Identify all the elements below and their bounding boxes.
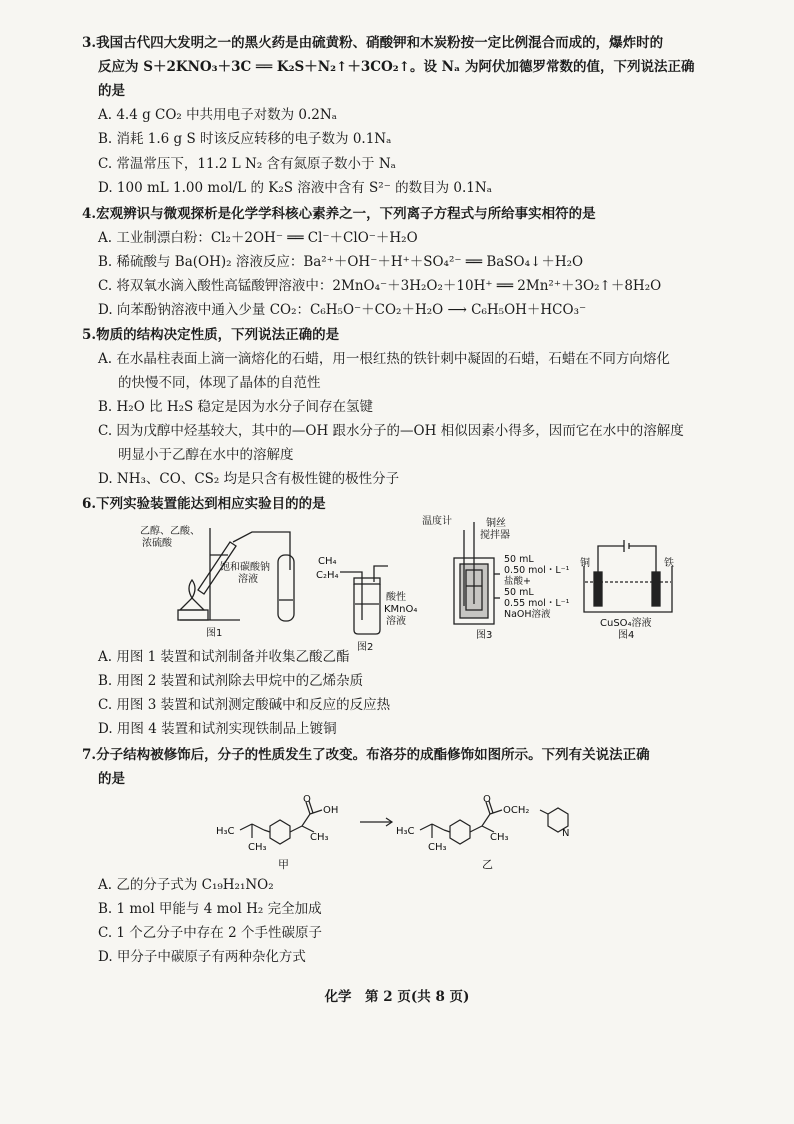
svg-text:H₃C: H₃C xyxy=(216,826,235,837)
q3-stem-line2: 反应为 S＋2KNO₃＋3C ══ K₂S＋N₂↑＋3CO₂↑。设 Nₐ 为阿伏加德罗常数的值，下列说法正确 xyxy=(98,59,695,75)
figure-3-calorimeter xyxy=(420,514,570,642)
q6-option-b: B. 用图 2 装置和试剂除去甲烷中的乙烯杂质 xyxy=(98,673,364,689)
ibuprofen-esterification-scheme xyxy=(210,792,630,872)
q5-option-c-line2: 明显小于乙醇在水中的溶解度 xyxy=(118,447,294,463)
fig2-solution-line2: KMnO₄ xyxy=(384,604,418,615)
fig3-caption: 图3 xyxy=(476,630,493,641)
svg-text:H₃C: H₃C xyxy=(396,826,415,837)
q3-option-c: C. 常温常压下，11.2 L N₂ 含有氮原子数小于 Nₐ xyxy=(98,156,396,172)
q7-option-c: C. 1 个乙分子中存在 2 个手性碳原子 xyxy=(98,925,322,941)
fig4-iron-label: 铁 xyxy=(664,558,674,569)
fig1-solution-line1: 饱和碳酸钠 xyxy=(220,562,270,573)
q5-option-c-line1: C. 因为戊醇中烃基较大，其中的—OH 跟水分子的—OH 相似因素小得多，因而它在水中的溶解度 xyxy=(98,423,684,439)
fig3-reagent-line1: 50 mL xyxy=(504,554,534,565)
fig3-stirrer-line1: 铜丝 xyxy=(486,518,506,529)
fig1-solution-line2: 溶液 xyxy=(238,574,258,585)
q4-option-a: A. 工业制漂白粉：Cl₂＋2OH⁻ ══ Cl⁻＋ClO⁻＋H₂O xyxy=(98,230,418,246)
q5-option-a-line1: A. 在水晶柱表面上滴一滴熔化的石蜡，用一根红热的铁针刺中凝固的石蜡，石蜡在不同方向熔化 xyxy=(98,351,670,367)
q3-option-a: A. 4.4 g CO₂ 中共用电子对数为 0.2Nₐ xyxy=(98,107,337,123)
q6-option-d: D. 用图 4 装置和试剂实现铁制品上镀铜 xyxy=(98,721,337,737)
q6-option-c: C. 用图 3 装置和试剂测定酸碱中和反应的反应热 xyxy=(98,697,391,713)
fig3-thermometer-label: 温度计 xyxy=(422,516,452,527)
fig2-solution-line3: 溶液 xyxy=(386,616,406,627)
q6-option-a: A. 用图 1 装置和试剂制备并收集乙酸乙酯 xyxy=(98,649,350,665)
svg-text:CH₃: CH₃ xyxy=(310,832,329,843)
q3-stem-line3: 的是 xyxy=(98,83,125,99)
fig1-reagent-line2: 浓硫酸 xyxy=(142,538,172,549)
fig3-reagent-line4: 50 mL xyxy=(504,587,534,598)
svg-text:O: O xyxy=(483,794,491,805)
q7-stem-line2: 的是 xyxy=(98,771,125,787)
fig2-solution-line1: 酸性 xyxy=(386,592,406,603)
fig3-reagent-line2: 0.50 mol・L⁻¹ xyxy=(504,565,570,576)
q6-stem: 6.下列实验装置能达到相应实验目的的是 xyxy=(82,496,326,512)
q3-option-d: D. 100 mL 1.00 mol/L 的 K₂S 溶液中含有 S²⁻ 的数目为 0.1Nₐ xyxy=(98,180,492,196)
svg-text:CH₃: CH₃ xyxy=(490,832,509,843)
figure-1-esterification-apparatus xyxy=(140,520,310,642)
page-footer: 化学 第 2 页(共 8 页) xyxy=(324,989,470,1005)
q3-option-b: B. 消耗 1.6 g S 时该反应转移的电子数为 0.1Nₐ xyxy=(98,131,392,147)
svg-text:CH₃: CH₃ xyxy=(248,842,267,853)
q7-option-d: D. 甲分子中碳原子有两种杂化方式 xyxy=(98,949,306,965)
q5-stem: 5.物质的结构决定性质，下列说法正确的是 xyxy=(82,327,340,343)
q5-option-d: D. NH₃、CO、CS₂ 均是只含有极性键的极性分子 xyxy=(98,471,400,487)
q7-stem-line1: 7.分子结构被修饰后，分子的性质发生了改变。布洛芬的成酯修饰如图所示。下列有关说法正确 xyxy=(82,747,650,763)
svg-text:N: N xyxy=(562,828,570,839)
figure-2-gas-wash-bottle xyxy=(312,552,422,653)
q7-option-a: A. 乙的分子式为 C₁₉H₂₁NO₂ xyxy=(98,877,274,893)
svg-text:O: O xyxy=(303,794,311,805)
svg-text:OH: OH xyxy=(323,805,339,816)
q5-option-a-line2: 的快慢不同，体现了晶体的自范性 xyxy=(118,375,321,391)
fig4-copper-label: 铜 xyxy=(580,558,590,569)
fig3-reagent-line5: 0.55 mol・L⁻¹ xyxy=(504,598,570,609)
fig2-gas-ch4: CH₄ xyxy=(318,556,337,567)
q4-option-b: B. 稀硫酸与 Ba(OH)₂ 溶液反应：Ba²⁺＋OH⁻＋H⁺＋SO₄²⁻ ══ BaSO₄↓＋H₂O xyxy=(98,254,584,270)
q4-option-d: D. 向苯酚钠溶液中通入少量 CO₂：C₆H₅O⁻＋CO₂＋H₂O ⟶ C₆H₅OH＋HCO₃⁻ xyxy=(98,302,587,318)
fig4-caption: 图4 xyxy=(618,630,635,641)
fig2-caption: 图2 xyxy=(357,642,374,653)
fig4-solution-label: CuSO₄溶液 xyxy=(600,618,652,629)
q4-option-c: C. 将双氧水滴入酸性高锰酸钾溶液中：2MnO₄⁻＋3H₂O₂＋10H⁺ ══ 2Mn²⁺＋3O₂↑＋8H₂O xyxy=(98,278,662,294)
fig1-reagent-line1: 乙醇、乙酸、 xyxy=(140,526,200,537)
q7-option-b: B. 1 mol 甲能与 4 mol H₂ 完全加成 xyxy=(98,901,322,917)
molecule-yi-label: 乙 xyxy=(482,858,493,871)
fig3-reagent-line3: 盐酸+ xyxy=(504,576,531,587)
q5-option-b: B. H₂O 比 H₂S 稳定是因为水分子间存在氢键 xyxy=(98,399,374,415)
svg-text:OCH₂: OCH₂ xyxy=(503,805,530,816)
fig1-caption: 图1 xyxy=(206,628,223,639)
q3-stem-line1: 3.我国古代四大发明之一的黑火药是由硫黄粉、硝酸钾和木炭粉按一定比例混合而成的，爆炸时的 xyxy=(82,35,664,51)
fig3-stirrer-line2: 搅拌器 xyxy=(480,530,510,541)
fig3-reagent-line6: NaOH溶液 xyxy=(504,609,551,620)
svg-text:CH₃: CH₃ xyxy=(428,842,447,853)
figure-4-electroplating-cell xyxy=(576,536,686,642)
fig2-gas-c2h4: C₂H₄ xyxy=(316,570,339,581)
molecule-jia-label: 甲 xyxy=(278,858,289,871)
q4-stem: 4.宏观辨识与微观探析是化学学科核心素养之一，下列离子方程式与所给事实相符的是 xyxy=(82,206,596,222)
